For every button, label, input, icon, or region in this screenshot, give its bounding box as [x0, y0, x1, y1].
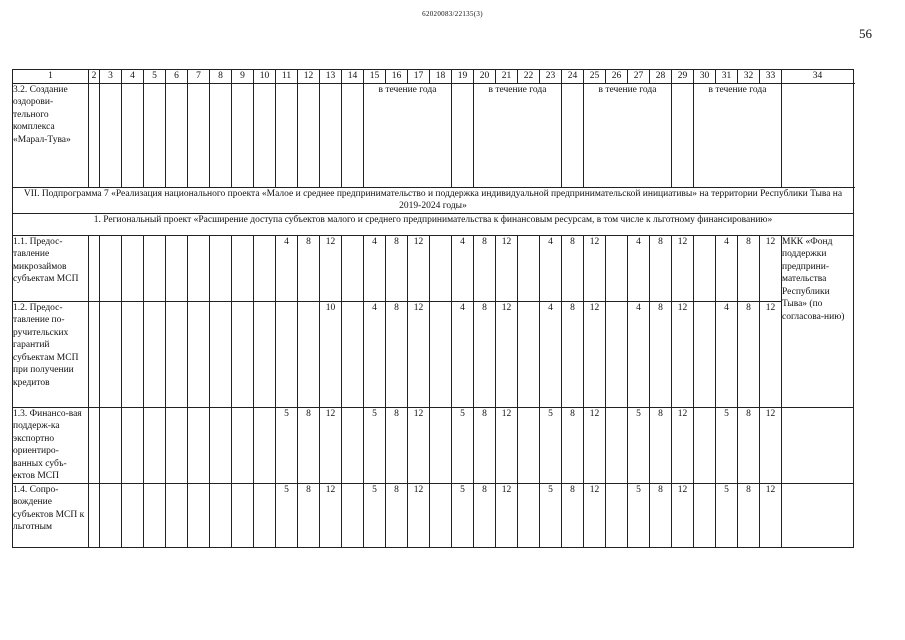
column-number-cell: 12 [298, 70, 320, 84]
value-cell: 5 [364, 483, 386, 547]
value-cell: 8 [650, 407, 672, 483]
value-cell: 8 [738, 407, 760, 483]
empty-cell [144, 83, 166, 187]
value-cell: 12 [408, 235, 430, 301]
value-cell: 12 [760, 235, 782, 301]
value-cell: 12 [672, 407, 694, 483]
empty-cell [606, 235, 628, 301]
empty-cell [782, 483, 854, 547]
value-cell: 5 [452, 407, 474, 483]
column-number-cell: 32 [738, 70, 760, 84]
column-number-cell: 17 [408, 70, 430, 84]
empty-cell [232, 407, 254, 483]
empty-cell [232, 235, 254, 301]
value-cell: 12 [496, 235, 518, 301]
value-cell: 8 [738, 483, 760, 547]
value-cell: 8 [562, 483, 584, 547]
column-number-cell: 8 [210, 70, 232, 84]
column-number-cell: 3 [100, 70, 122, 84]
empty-cell [144, 235, 166, 301]
empty-cell [210, 83, 232, 187]
empty-cell [188, 483, 210, 547]
value-cell: 5 [364, 407, 386, 483]
empty-cell [188, 301, 210, 407]
table-row-3-2 [13, 83, 854, 187]
empty-cell [694, 301, 716, 407]
value-cell: 8 [386, 407, 408, 483]
empty-cell [100, 407, 122, 483]
document-id: 62020083/22135(3) [422, 10, 483, 18]
value-cell: 8 [562, 407, 584, 483]
empty-cell [100, 301, 122, 407]
regional-project-row [13, 213, 854, 235]
column-number-cell: 30 [694, 70, 716, 84]
column-number-row [13, 70, 854, 84]
value-cell: 12 [672, 235, 694, 301]
value-cell: 4 [628, 235, 650, 301]
table-row [13, 235, 854, 301]
empty-cell [452, 83, 474, 187]
value-cell: 12 [408, 407, 430, 483]
empty-cell [276, 83, 298, 187]
empty-cell [166, 407, 188, 483]
empty-cell [232, 83, 254, 187]
subprogram-row [13, 187, 854, 213]
value-cell: 5 [276, 407, 298, 483]
empty-cell [89, 301, 100, 407]
empty-cell [254, 83, 276, 187]
value-cell: 4 [628, 301, 650, 407]
value-cell: 4 [716, 301, 738, 407]
value-cell: 4 [276, 235, 298, 301]
column-number-cell: 5 [144, 70, 166, 84]
column-number-cell: 15 [364, 70, 386, 84]
plan-table [12, 69, 854, 548]
period-cell: в течение года [584, 83, 672, 187]
empty-cell [100, 83, 122, 187]
empty-cell [298, 83, 320, 187]
empty-cell [430, 483, 452, 547]
empty-cell [166, 483, 188, 547]
value-cell: 8 [650, 301, 672, 407]
value-cell: 10 [320, 301, 342, 407]
empty-cell [144, 301, 166, 407]
responsible-cell: МКК «Фонд поддержки предприни-мательства Республики Тыва» (по согласова-нию) [782, 235, 854, 407]
empty-cell [122, 83, 144, 187]
column-number-cell: 10 [254, 70, 276, 84]
column-number-cell: 16 [386, 70, 408, 84]
empty-cell [166, 235, 188, 301]
value-cell: 12 [672, 301, 694, 407]
empty-cell [89, 407, 100, 483]
value-cell: 8 [474, 235, 496, 301]
value-cell: 8 [298, 407, 320, 483]
empty-cell [254, 407, 276, 483]
value-cell: 12 [320, 235, 342, 301]
value-cell: 12 [496, 407, 518, 483]
column-number-cell: 13 [320, 70, 342, 84]
column-number-cell: 29 [672, 70, 694, 84]
empty-cell [122, 235, 144, 301]
empty-cell [144, 407, 166, 483]
empty-cell [518, 483, 540, 547]
value-cell: 12 [408, 301, 430, 407]
column-number-cell: 21 [496, 70, 518, 84]
value-cell: 8 [386, 301, 408, 407]
value-cell: 12 [408, 483, 430, 547]
column-number-cell: 27 [628, 70, 650, 84]
value-cell: 12 [672, 483, 694, 547]
column-number-cell: 26 [606, 70, 628, 84]
column-number-cell: 20 [474, 70, 496, 84]
empty-cell [100, 235, 122, 301]
value-cell: 12 [584, 235, 606, 301]
table-row [13, 301, 854, 407]
value-cell: 8 [738, 301, 760, 407]
empty-cell [188, 83, 210, 187]
empty-cell [210, 235, 232, 301]
value-cell: 4 [540, 235, 562, 301]
value-cell: 5 [628, 483, 650, 547]
column-number-cell: 34 [782, 70, 854, 84]
empty-cell [342, 301, 364, 407]
empty-cell [606, 483, 628, 547]
subprogram-title: VII. Подпрограмма 7 «Реализация национального проекта «Малое и среднее предпринимательство и поддержка индивидуальной предпринимательской инициативы» на территории Республики Тыва на 2019-2024 годы» [13, 187, 854, 213]
column-number-cell: 19 [452, 70, 474, 84]
value-cell: 8 [474, 483, 496, 547]
empty-cell [254, 483, 276, 547]
row-name-cell: 3.2. Создание оздорови-тельного комплекса «Марал-Тува» [13, 83, 89, 187]
column-number-cell: 7 [188, 70, 210, 84]
value-cell: 12 [760, 407, 782, 483]
column-number-cell: 24 [562, 70, 584, 84]
value-cell: 8 [298, 235, 320, 301]
empty-cell [320, 83, 342, 187]
value-cell: 8 [650, 483, 672, 547]
empty-cell [254, 301, 276, 407]
empty-cell [122, 483, 144, 547]
column-number-cell: 14 [342, 70, 364, 84]
period-cell: в течение года [694, 83, 782, 187]
row-name-cell: 1.4. Сопро-вождение субъектов МСП к льготным [13, 483, 89, 547]
empty-cell [232, 301, 254, 407]
value-cell: 5 [540, 407, 562, 483]
regional-project-title: 1. Региональный проект «Расширение доступа субъектов малого и среднего предпринимательства к финансовым ресурсам, в том числе к льготному финансированию» [13, 213, 854, 235]
empty-cell [562, 83, 584, 187]
empty-cell [89, 235, 100, 301]
value-cell: 12 [760, 301, 782, 407]
value-cell: 12 [760, 483, 782, 547]
row-name-cell: 1.2. Предос-тавление по-ручительских гарантий субъектам МСП при получении кредитов [13, 301, 89, 407]
value-cell: 12 [320, 407, 342, 483]
empty-cell [694, 235, 716, 301]
column-number-cell: 11 [276, 70, 298, 84]
empty-cell [694, 407, 716, 483]
value-cell: 4 [452, 301, 474, 407]
empty-cell [188, 235, 210, 301]
empty-cell [342, 235, 364, 301]
empty-cell [210, 301, 232, 407]
column-number-cell: 1 [13, 70, 89, 84]
empty-cell [342, 83, 364, 187]
value-cell: 8 [562, 301, 584, 407]
value-cell: 4 [540, 301, 562, 407]
value-cell: 5 [716, 407, 738, 483]
empty-cell [122, 301, 144, 407]
empty-cell [430, 235, 452, 301]
empty-cell [254, 235, 276, 301]
value-cell: 12 [496, 301, 518, 407]
column-number-cell: 9 [232, 70, 254, 84]
empty-cell [430, 407, 452, 483]
value-cell: 4 [364, 235, 386, 301]
empty-cell [430, 301, 452, 407]
value-cell: 12 [320, 483, 342, 547]
empty-cell [782, 83, 854, 187]
empty-cell [166, 301, 188, 407]
empty-cell [89, 83, 100, 187]
value-cell: 5 [452, 483, 474, 547]
column-number-cell: 23 [540, 70, 562, 84]
value-cell: 4 [716, 235, 738, 301]
table-row [13, 407, 854, 483]
value-cell: 5 [628, 407, 650, 483]
value-cell: 12 [496, 483, 518, 547]
row-name-cell: 1.1. Предос-тавление микрозаймов субъектам МСП [13, 235, 89, 301]
table-row [13, 483, 854, 547]
column-number-cell: 31 [716, 70, 738, 84]
value-cell: 8 [386, 235, 408, 301]
column-number-cell: 22 [518, 70, 540, 84]
value-cell: 8 [474, 407, 496, 483]
column-number-cell: 28 [650, 70, 672, 84]
empty-cell [232, 483, 254, 547]
empty-cell [672, 83, 694, 187]
value-cell: 8 [650, 235, 672, 301]
value-cell: 8 [298, 483, 320, 547]
empty-cell [166, 83, 188, 187]
empty-cell [100, 483, 122, 547]
column-number-cell: 6 [166, 70, 188, 84]
empty-cell [298, 301, 320, 407]
empty-cell [342, 483, 364, 547]
column-number-cell: 2 [89, 70, 100, 84]
empty-cell [518, 301, 540, 407]
empty-cell [188, 407, 210, 483]
empty-cell [210, 407, 232, 483]
period-cell: в течение года [364, 83, 452, 187]
empty-cell [144, 483, 166, 547]
empty-cell [342, 407, 364, 483]
empty-cell [782, 407, 854, 483]
period-cell: в течение года [474, 83, 562, 187]
empty-cell [276, 301, 298, 407]
empty-cell [606, 407, 628, 483]
value-cell: 5 [276, 483, 298, 547]
column-number-cell: 18 [430, 70, 452, 84]
column-number-cell: 4 [122, 70, 144, 84]
empty-cell [89, 483, 100, 547]
value-cell: 5 [716, 483, 738, 547]
empty-cell [518, 235, 540, 301]
value-cell: 12 [584, 407, 606, 483]
empty-cell [694, 483, 716, 547]
value-cell: 8 [562, 235, 584, 301]
row-name-cell: 1.3. Финансо-вая поддерж-ка экспортно ориентиро-ванных субъ-ектов МСП [13, 407, 89, 483]
column-number-cell: 25 [584, 70, 606, 84]
page-number: 56 [859, 26, 872, 41]
empty-cell [606, 301, 628, 407]
value-cell: 5 [540, 483, 562, 547]
value-cell: 4 [452, 235, 474, 301]
value-cell: 8 [738, 235, 760, 301]
value-cell: 8 [386, 483, 408, 547]
empty-cell [210, 483, 232, 547]
value-cell: 8 [474, 301, 496, 407]
value-cell: 12 [584, 483, 606, 547]
empty-cell [518, 407, 540, 483]
value-cell: 12 [584, 301, 606, 407]
value-cell: 4 [364, 301, 386, 407]
empty-cell [122, 407, 144, 483]
column-number-cell: 33 [760, 70, 782, 84]
